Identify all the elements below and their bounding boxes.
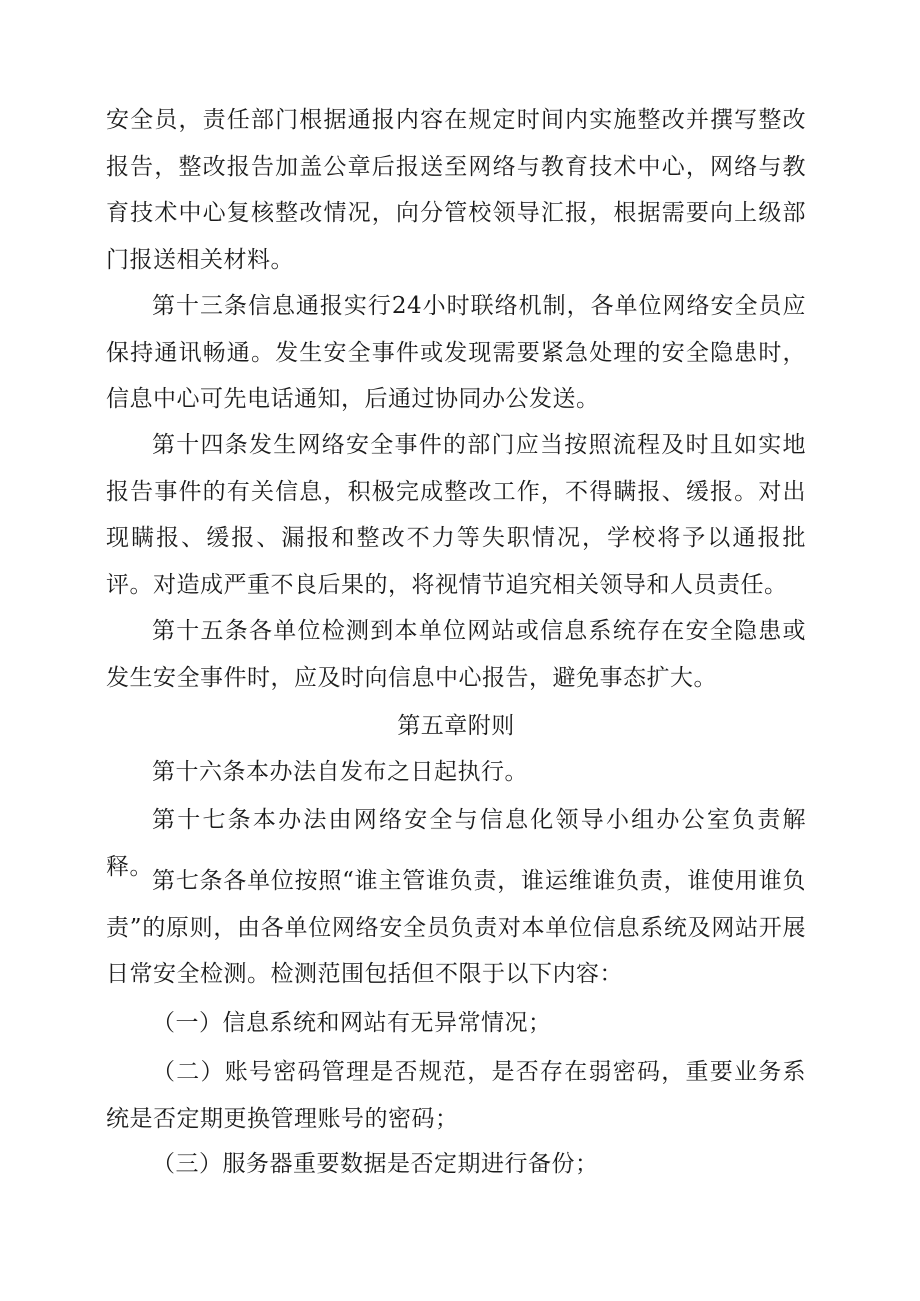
- paragraph-article-13: 第十三条信息通报实行24小时联络机制，各单位网络安全员应保持通讯畅通。发生安全事件或发现需要紧急处理的安全隐患时，信息中心可先电话通知，后通过协同办公发送。: [106, 293, 806, 412]
- paragraph-rectification-report: 安全员，责任部门根据通报内容在规定时间内实施整改并撰写整改报告，整改报告加盖公章后报送至网络与教育技术中心，网络与教育技术中心复核整改情况，向分管校领导汇报，根据需要向上级部门报送相关材料。: [106, 107, 806, 273]
- chapter-heading: 第五章附则: [397, 713, 515, 739]
- paragraph-article-7: 第七条各单位按照“谁主管谁负责，谁运维谁负责，谁使用谁负责”的原则，由各单位网络安全员负责对本单位信息系统及网站开展日常安全检测。检测范围包括但不限于以下内容：: [106, 868, 806, 987]
- list-item-1: （一）信息系统和网站有无异常情况；: [152, 1010, 552, 1036]
- paragraph-article-14: 第十四条发生网络安全事件的部门应当按照流程及时且如实地报告事件的有关信息，积极完成整改工作，不得瞒报、缓报。对出现瞒报、缓报、漏报和整改不力等失职情况，学校将予以通报批评。对造成严重不良后果的，将视情节追究相关领导和人员责任。: [106, 432, 806, 598]
- paragraph-article-15: 第十五条各单位检测到本单位网站或信息系统存在安全隐患或发生安全事件时，应及时向信息中心报告，避免事态扩大。: [106, 618, 806, 691]
- paragraph-article-17: 第十七条本办法由网络安全与信息化领导小组办公室负责解释。: [106, 807, 806, 880]
- list-item-3: （三）服务器重要数据是否定期进行备份；: [152, 1151, 599, 1177]
- list-item-2: （二）账号密码管理是否规范，是否存在弱密码，重要业务系统是否定期更换管理账号的密码；: [106, 1059, 806, 1132]
- paragraph-article-16: 第十六条本办法自发布之日起执行。: [152, 759, 528, 785]
